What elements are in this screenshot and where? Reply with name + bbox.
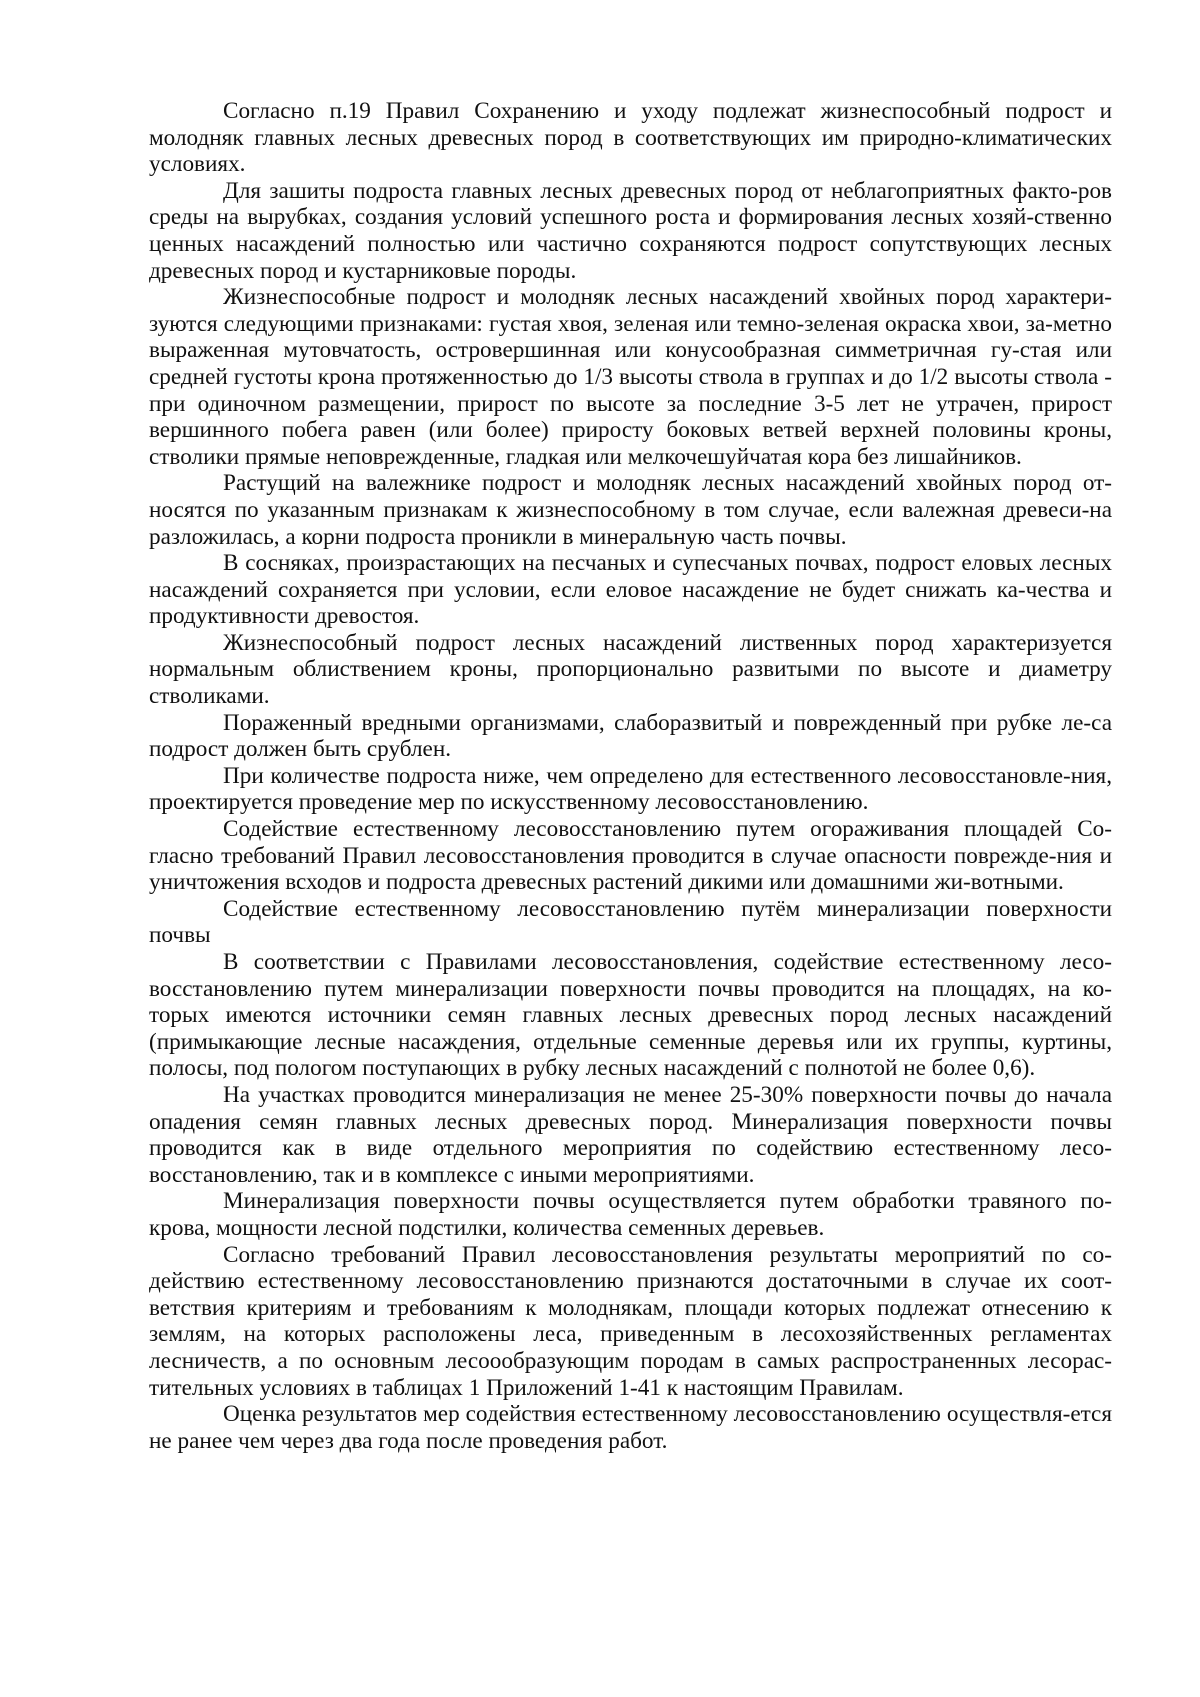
paragraph-6: Жизнеспособный подрост лесных насаждений лиственных пород характеризуется нормальным облиствением кроны, пропорционально развитыми по высоте и диаметру стволиками. [149, 629, 1112, 710]
paragraph-4: Растущий на валежнике подрост и молодняк лесных насаждений хвойных пород от-носятся по указанным признакам к жизнеспособному в том случае, если валежная древеси-на разложилась, а корни подроста проникли в минеральную часть почвы. [149, 470, 1112, 550]
paragraph-13: Минерализация поверхности почвы осуществляется путем обработки травяного по-крова, мощности лесной подстилки, количества семенных деревьев. [149, 1188, 1112, 1241]
paragraph-2: Для зашиты подроста главных лесных древесных пород от неблагоприятных факто-ров среды на вырубках, создания условий успешного роста и формирования лесных хозяй-ственно ценных насаждений полностью или частично сохраняются подрост сопутствующих лесных древесных пород и кустарниковые породы. [149, 177, 1112, 284]
paragraph-12: На участках проводится минерализация не менее 25-30% поверхности почвы до начала опадения семян главных лесных древесных пород. Минерализация поверхности почвы проводится как в виде отдельного мероприятия по содействию естественному лесо-восстановлению, так и в комплексе с иными мероприятиями. [149, 1081, 1112, 1188]
paragraph-14: Согласно требований Правил лесовосстановления результаты мероприятий по со-действию естественному лесовосстановлению признаются достаточными в случае их соот-ветствия критериям и требованиям к молоднякам, площади которых подлежат отнесению к землям, на которых расположены леса, приведенным в лесохозяйственных регламентах лесничеств, а по основным лесоообразующим породам в самых распространенных лесорас-тительных условиях в таблицах 1 Приложений 1-41 к настоящим Правилам. [149, 1241, 1112, 1401]
paragraph-5: В сосняках, произрастающих на песчаных и супесчаных почвах, подрост еловых лесных насаждений сохраняется при условии, если еловое насаждение не будет снижать ка-чества и продуктивности древостоя. [149, 550, 1112, 630]
paragraph-3: Жизнеспособные подрост и молодняк лесных насаждений хвойных пород характери-зуются следующими признаками: густая хвоя, зеленая или темно-зеленая окраска хвои, за-метно выраженная мутовчатость, островершинная или конусообразная симметричная гу-стая или средней густоты крона протяженностью до 1/3 высоты ствола в группах и до 1/2 высоты ствола - при одиночном размещении, прирост по высоте за последние 3-5 лет не утрачен, прирост вершинного побега равен (или более) приросту боковых ветвей верхней половины кроны, стволики прямые неповрежденные, гладкая или мелкочешуйчатая кора без лишайников. [149, 284, 1112, 470]
paragraph-7: Пораженный вредными организмами, слаборазвитый и поврежденный при рубке ле-са подрост должен быть срублен. [149, 709, 1112, 763]
paragraph-1: Согласно п.19 Правил Сохранению и уходу подлежат жизнеспособный подрост и молодняк главных лесных древесных пород в соответствующих им природно-климатических условиях. [149, 98, 1112, 178]
paragraph-8: При количестве подроста ниже, чем определено для естественного лесовосстановле-ния, проектируется проведение мер по искусственному лесовосстановлению. [149, 762, 1112, 816]
paragraph-10: Содействие естественному лесовосстановлению путём минерализации поверхности почвы [149, 895, 1112, 949]
paragraph-9: Содействие естественному лесовосстановлению путем огораживания площадей Со-гласно требований Правил лесовосстановления проводится в случае опасности поврежде-ния и уничтожения всходов и подроста древесных растений дикими или домашними жи-вотными. [149, 816, 1112, 896]
document-page [149, 98, 1112, 1454]
paragraph-15: Оценка результатов мер содействия естественному лесовосстановлению осуществля-ется не ранее чем через два года после проведения работ. [149, 1401, 1112, 1454]
paragraph-11: В соответствии с Правилами лесовосстановления, содействие естественному лесо-восстановлению путем минерализации поверхности почвы проводится на площадях, на ко-торых имеются источники семян главных лесных древесных пород лесных насаждений (примыкающие лесные насаждения, отдельные семенные деревья или их группы, куртины, полосы, под пологом поступающих в рубку лесных насаждений с полнотой не более 0,6). [149, 949, 1112, 1082]
